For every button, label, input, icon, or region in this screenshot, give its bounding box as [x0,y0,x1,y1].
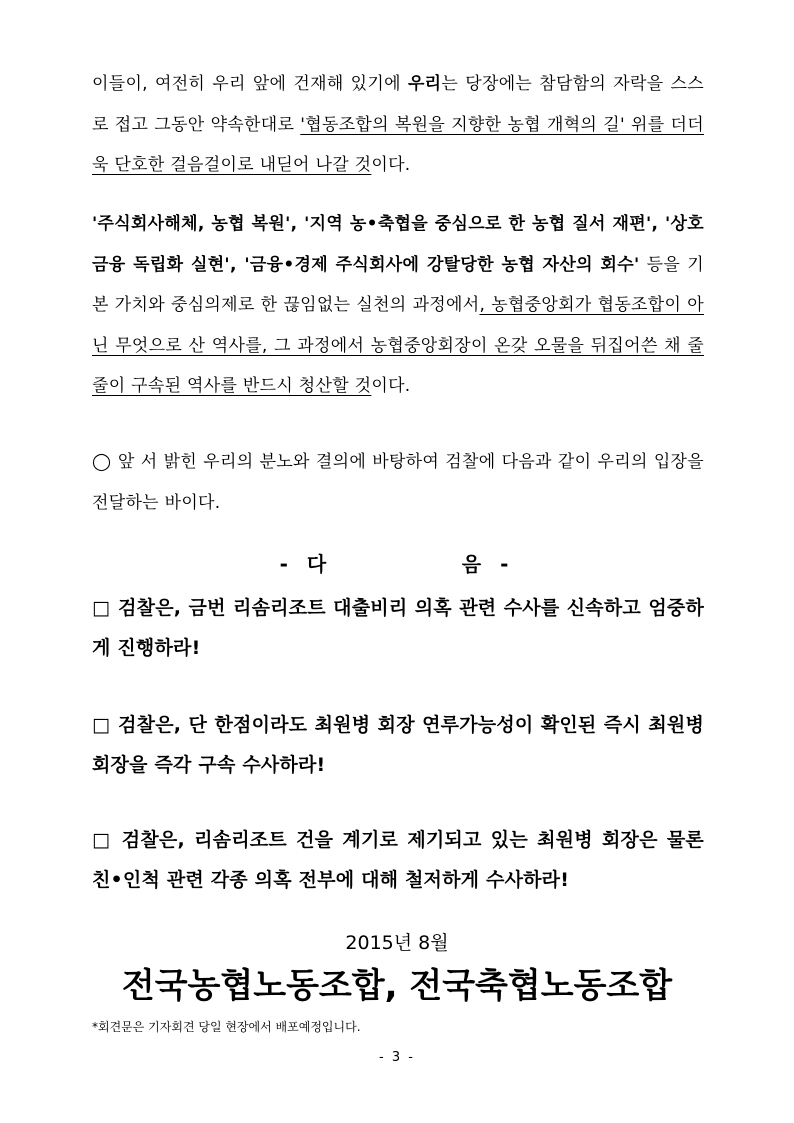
text-segment-bold: 우리 [407,74,442,94]
text-segment: 등을 기본 가치와 중심의제로 한 끊임없는 실천의 과정에서 [92,254,704,315]
text-segment: 이다. [371,376,411,396]
demand-item: □ 검찰은, 금번 리솜리조트 대출비리 의혹 관련 수사를 신속하고 엄중하게 진행하라! [92,597,704,659]
text-segment-underlined: '협동조합의 복원을 지향한 농협 개혁의 길' 위를 더더욱 단호한 걸음걸이로 내딛어 나갈 것 [92,114,704,175]
date: 2015년 8월 [345,932,449,954]
text-segment: 는 당장에는 참담함의 자락을 스스로 접고 그동안 약속한대로 [92,74,704,135]
text-segment: 이다. [371,155,411,175]
section-heading: - 다 음 - [279,552,515,576]
agenda-list: '주식회사해체, 농협 복원', '지역 농•축협을 중심으로 한 농협 질서 재편', '상호금융 독립화 실현', '금융•경제 주식회사에 강탈당한 농협 자산의 회수' [92,214,704,275]
demand-item: □ 검찰은, 단 한점이라도 최원병 회장 연루가능성이 확인된 즉시 최원병 회장을 즉각 구속 수사하라! [92,714,704,776]
page-number: - 3 - [379,1050,415,1065]
text-segment-underlined: , 농협중앙회가 협동조합이 아닌 무엇으로 산 역사를, 그 과정에서 농협중앙회장이 온갖 오물을 뒤집어쓴 채 줄줄이 구속된 역사를 반드시 청산할 것 [92,295,704,396]
footnote: *회견문은 기자회견 당일 현장에서 배포예정입니다. [92,1020,361,1034]
paragraph-resolve [92,64,704,186]
statement-text: ◯ 앞 서 밝힌 우리의 분노와 결의에 바탕하여 검찰에 다음과 같이 우리의 입장을 전달하는 바이다. [92,452,704,513]
text-segment: 이들이, 여전히 우리 앞에 건재해 있기에 [92,74,408,94]
organization-name: 전국농협노동조합, 전국축협노동조합 [121,966,673,1006]
paragraph-statement [92,442,704,523]
paragraph-agenda [92,204,704,407]
demand-item: □ 검찰은, 리솜리조트 건을 계기로 제기되고 있는 최원병 회장은 물론 친•인척 관련 각종 의혹 전부에 대해 철저하게 수사하라! [92,829,704,891]
